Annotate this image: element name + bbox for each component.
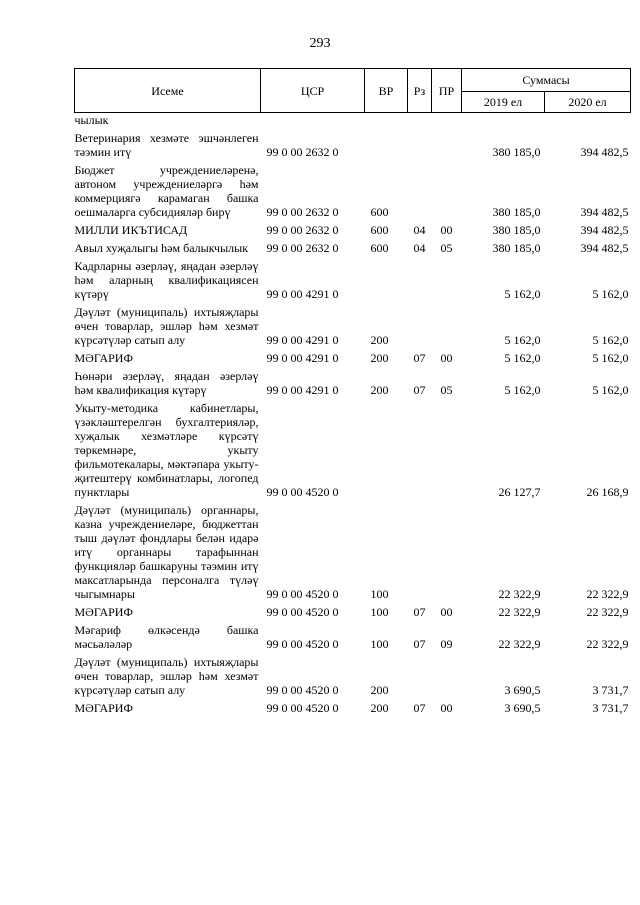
header-pr: ПР [432, 69, 462, 113]
budget-table [74, 68, 631, 715]
sum-2020-cell: 394 482,5 [580, 223, 629, 237]
table-row [75, 601, 631, 619]
rz-cell: 07 [413, 351, 426, 365]
rz-cell: 07 [413, 701, 426, 715]
rz-cell [408, 127, 432, 159]
pr-cell [432, 301, 462, 347]
sum-2020-cell: 3 731,7 [592, 683, 629, 697]
header-rz: Рз [408, 69, 432, 113]
vr-cell: 200 [370, 683, 389, 697]
pr-cell [432, 397, 462, 499]
sum-2019-cell: 380 185,0 [492, 205, 541, 219]
name-cell: Мәгариф өлкәсендә башка мәсьәләләр [74, 623, 259, 651]
pr-cell: 00 [440, 701, 453, 715]
name-cell: МӘГАРИФ [74, 605, 133, 619]
rz-cell [408, 397, 432, 499]
rz-cell [408, 499, 432, 601]
sum-2019-cell: 380 185,0 [492, 145, 541, 159]
sum-2019-cell [462, 113, 545, 128]
csr-cell: 99 0 00 4520 0 [266, 587, 339, 601]
header-sums: Суммасы [462, 69, 631, 92]
name-cell: Һөнәри әзерләү, яңадан әзерләү һәм квалификация күтәрү [74, 369, 259, 397]
sum-2020-cell [545, 113, 631, 128]
rz-cell: 07 [413, 383, 426, 397]
sum-2020-cell: 22 322,9 [586, 605, 629, 619]
table-row [75, 651, 631, 697]
rz-cell [408, 651, 432, 697]
csr-cell: 99 0 00 4520 0 [266, 683, 339, 697]
pr-cell: 00 [440, 605, 453, 619]
table-row [75, 301, 631, 347]
csr-cell: 99 0 00 2632 0 [266, 241, 339, 255]
name-cell: чылык [74, 113, 109, 127]
table-row [75, 219, 631, 237]
csr-cell [261, 113, 365, 128]
name-cell: Бюджет учреждениеләренә, автоном учреждениеләргә һәм коммерциягә карамаган башка оешмаларга субсидияләр бирү [74, 163, 259, 219]
sum-2020-cell: 5 162,0 [592, 333, 629, 347]
name-cell: МӘГАРИФ [74, 701, 133, 715]
vr-cell: 100 [370, 605, 389, 619]
csr-cell: 99 0 00 4291 0 [266, 333, 339, 347]
sum-2019-cell: 5 162,0 [504, 351, 541, 365]
rz-cell [408, 301, 432, 347]
vr-cell [365, 397, 408, 499]
rz-cell [408, 113, 432, 128]
csr-cell: 99 0 00 4291 0 [266, 351, 339, 365]
header-vr: ВР [365, 69, 408, 113]
rz-cell: 04 [413, 223, 426, 237]
sum-2019-cell: 22 322,9 [498, 587, 541, 601]
table-row [75, 365, 631, 397]
name-cell: МИЛЛИ ИКЪТИСАД [74, 223, 188, 237]
sum-2020-cell: 26 168,9 [586, 485, 629, 499]
vr-cell [365, 255, 408, 301]
table-row [75, 255, 631, 301]
sum-2019-cell: 26 127,7 [498, 485, 541, 499]
vr-cell [365, 127, 408, 159]
pr-cell [432, 651, 462, 697]
vr-cell: 200 [370, 351, 389, 365]
rz-cell: 04 [413, 241, 426, 255]
name-cell: МӘГАРИФ [74, 351, 133, 365]
page-number: 293 [309, 36, 331, 51]
name-cell: Кадрларны әзерләү, яңадан әзерләү һәм аларның квалификациясен күтәрү [74, 259, 259, 301]
vr-cell: 600 [370, 241, 389, 255]
vr-cell: 100 [370, 637, 389, 651]
csr-cell: 99 0 00 4520 0 [266, 701, 339, 715]
table-row [75, 113, 631, 128]
table-body [75, 113, 631, 716]
header-2019: 2019 ел [462, 92, 545, 113]
pr-cell: 09 [440, 637, 453, 651]
table-row [75, 619, 631, 651]
csr-cell: 99 0 00 4291 0 [266, 287, 339, 301]
pr-cell [432, 159, 462, 219]
sum-2020-cell: 22 322,9 [586, 587, 629, 601]
name-cell: Дәүләт (муниципаль) ихтыяҗлары өчен товарлар, эшләр һәм хезмәт күрсәтүләр сатып алу [74, 305, 259, 347]
table-row [75, 127, 631, 159]
pr-cell [432, 255, 462, 301]
name-cell: Авыл хуҗалыгы һәм балыкчылык [74, 241, 249, 255]
rz-cell [408, 159, 432, 219]
sum-2020-cell: 22 322,9 [586, 637, 629, 651]
name-cell: Дәүләт (муниципаль) ихтыяҗлары өчен товарлар, эшләр һәм хезмәт күрсәтүләр сатып алу [74, 655, 259, 697]
table-header [75, 69, 631, 113]
sum-2020-cell: 5 162,0 [592, 287, 629, 301]
csr-cell: 99 0 00 4520 0 [266, 485, 339, 499]
sum-2020-cell: 5 162,0 [592, 351, 629, 365]
pr-cell: 00 [440, 351, 453, 365]
name-cell: Укыту-методика кабинетлары, үзәкләштерелгән бухгалтерияләр, хуҗалык хезмәтләре күрсәтү төркемнәре, укыту фильмотекалары, мәктәпара укыту-җитештерү комбинатлары, логопед пунктлары [74, 401, 259, 499]
vr-cell [365, 113, 408, 128]
pr-cell: 05 [440, 241, 453, 255]
csr-cell: 99 0 00 2632 0 [266, 205, 339, 219]
header-name: Исеме [75, 69, 261, 113]
vr-cell: 200 [370, 701, 389, 715]
sum-2020-cell: 394 482,5 [580, 145, 629, 159]
header-2020: 2020 ел [545, 92, 631, 113]
sum-2019-cell: 5 162,0 [504, 333, 541, 347]
sum-2019-cell: 380 185,0 [492, 241, 541, 255]
csr-cell: 99 0 00 4520 0 [266, 605, 339, 619]
rz-cell: 07 [413, 637, 426, 651]
table-row [75, 237, 631, 255]
table-row [75, 697, 631, 715]
csr-cell: 99 0 00 2632 0 [266, 223, 339, 237]
sum-2019-cell: 5 162,0 [504, 287, 541, 301]
csr-cell: 99 0 00 4520 0 [266, 637, 339, 651]
pr-cell [432, 113, 462, 128]
pr-cell [432, 499, 462, 601]
vr-cell: 200 [370, 383, 389, 397]
table-row [75, 347, 631, 365]
pr-cell: 00 [440, 223, 453, 237]
sum-2019-cell: 22 322,9 [498, 637, 541, 651]
sum-2019-cell: 3 690,5 [504, 701, 541, 715]
csr-cell: 99 0 00 2632 0 [266, 145, 339, 159]
vr-cell: 200 [370, 333, 389, 347]
rz-cell [408, 255, 432, 301]
sum-2020-cell: 3 731,7 [592, 701, 629, 715]
rz-cell: 07 [413, 605, 426, 619]
vr-cell: 600 [370, 205, 389, 219]
sum-2020-cell: 5 162,0 [592, 383, 629, 397]
sum-2019-cell: 380 185,0 [492, 223, 541, 237]
pr-cell: 05 [440, 383, 453, 397]
csr-cell: 99 0 00 4291 0 [266, 383, 339, 397]
pr-cell [432, 127, 462, 159]
sum-2020-cell: 394 482,5 [580, 241, 629, 255]
table-row [75, 499, 631, 601]
table-row [75, 397, 631, 499]
table-row [75, 159, 631, 219]
sum-2019-cell: 3 690,5 [504, 683, 541, 697]
vr-cell: 100 [370, 587, 389, 601]
name-cell: Ветеринария хезмәте эшчәнлеген тәэмин итү [74, 131, 259, 159]
header-csr: ЦСР [261, 69, 365, 113]
sum-2019-cell: 5 162,0 [504, 383, 541, 397]
sum-2019-cell: 22 322,9 [498, 605, 541, 619]
sum-2020-cell: 394 482,5 [580, 205, 629, 219]
vr-cell: 600 [370, 223, 389, 237]
name-cell: Дәүләт (муниципаль) органнары, казна учреждениеләре, бюджеттан тыш дәүләт фондлары белән идарә итү органнары тарафыннан функцияләр башкаруны тәэмин итү максатларында персоналга түләү чыгымнары [74, 503, 259, 601]
